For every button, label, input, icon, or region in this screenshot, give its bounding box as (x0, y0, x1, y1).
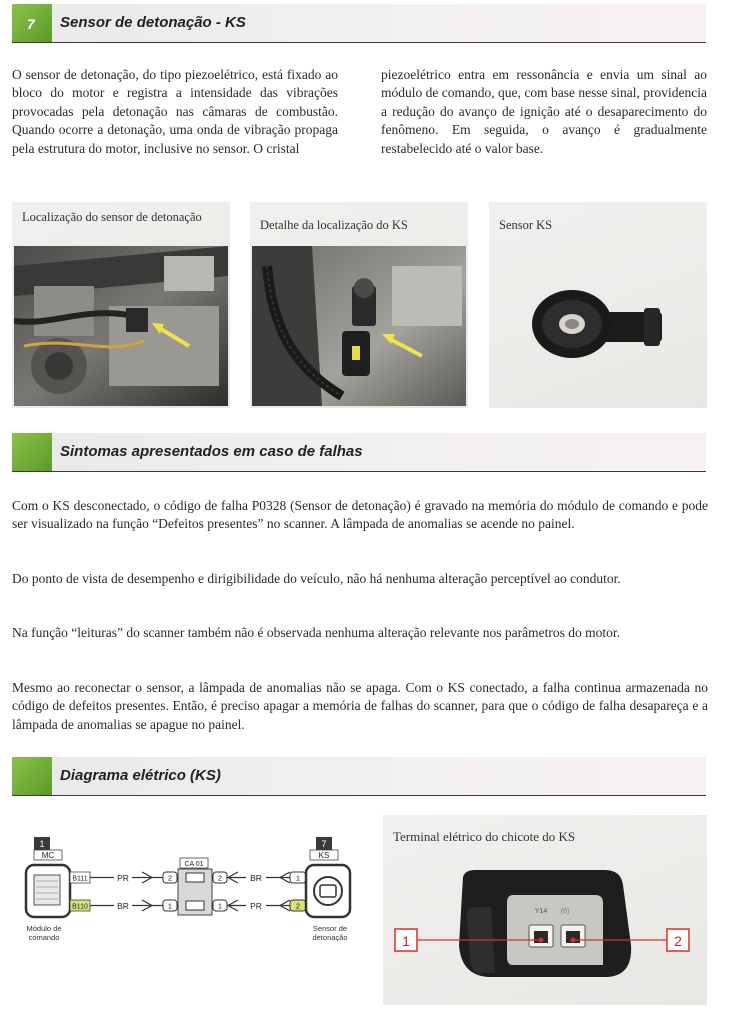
photo-caption: Localização do sensor de detonação (22, 210, 202, 224)
ca-pin-right: 2 (217, 873, 223, 883)
ca-pin-left: 1 (167, 901, 173, 911)
section-number: 7 (27, 16, 35, 32)
section-header-ks (12, 4, 706, 43)
section-title: Sintomas apresentados em caso de falhas (60, 443, 363, 460)
ks-pin: 1 (295, 873, 301, 883)
photo-caption: Sensor KS (499, 218, 553, 232)
ca-code: CA 01 (184, 861, 204, 868)
photo-card-detail (250, 202, 468, 408)
paragraph: Do ponto de vista de desempenho e dirigibilidade do veículo, não há nenhuma alteração perceptível ao condutor. (12, 571, 621, 586)
mold-mark: (6) (560, 908, 570, 915)
photo-caption: Detalhe da localização do KS (260, 218, 408, 232)
terminal-marker-2: 2 (674, 933, 682, 949)
mc-label-line1: Módulo de (26, 924, 62, 933)
terminal-caption: Terminal elétrico do chicote do KS (393, 829, 576, 844)
section-marker (12, 433, 52, 471)
electrical-diagram (20, 835, 365, 950)
mc-pin-2: B110 (72, 903, 88, 911)
section-title: Sensor de detonação - KS (60, 14, 246, 31)
wire-label: BR (250, 873, 262, 883)
engine-location-photo (14, 246, 228, 406)
section-marker (12, 757, 52, 795)
mc-number: 1 (39, 839, 45, 849)
ks-code: KS (318, 851, 330, 860)
wire-label: PR (250, 901, 262, 911)
paragraph: Com o KS desconectado, o código de falha P0328 (Sensor de detonação) é gravado na memória do módulo de comando e pode ser visualizado na função “Defeitos presentes” no scanner. A lâmpada de anomalias se acende no painel. (12, 498, 708, 532)
ca-pin-right: 1 (217, 901, 223, 911)
terminal-illustration (383, 815, 707, 1005)
mold-mark: Y14 (534, 908, 548, 915)
ks-detail-photo (252, 246, 466, 406)
photo-card-sensor (489, 202, 707, 408)
intro-right-column: piezoelétrico entra em ressonância e envia um sinal ao módulo de comando, que, com base nesse sinal, providencia a redução do avanço de ignição até o desaparecimento do fenômeno. Em seguida, o avanço é gradualmente restabelecido até o valor base. (381, 67, 707, 156)
photo-card-location (12, 202, 230, 408)
paragraph: Na função “leituras” do scanner também não é observada nenhuma alteração relevante nos parâmetros do motor. (12, 625, 620, 640)
ks-label-line2: detonação (312, 933, 348, 942)
mc-label-line2: comando (28, 933, 60, 942)
ks-number: 7 (321, 839, 327, 849)
section-header-diagram (12, 757, 706, 796)
wire-label: BR (117, 901, 129, 911)
terminal-marker-1: 1 (402, 933, 410, 949)
paragraph: Mesmo ao reconectar o sensor, a lâmpada de anomalias não se apaga. Com o KS conectado, a falha continua armazenada no código de defeitos presentes. Então, é preciso apagar a memória de falhas do scanner, para que o código de falha desapareça e a lâmpada de anomalias se apague no painel. (12, 680, 708, 732)
terminal-card (383, 815, 707, 1005)
section-title: Diagrama elétrico (KS) (60, 767, 221, 784)
section-header-symptoms (12, 433, 706, 472)
ks-pin: 2 (295, 901, 301, 911)
mc-pin-1: B111 (72, 875, 88, 883)
mc-code: MC (41, 851, 55, 860)
wire-label: PR (117, 873, 129, 883)
ks-label-line1: Sensor de (312, 924, 348, 933)
intro-left-column: O sensor de detonação, do tipo piezoelétrico, está fixado ao bloco do motor e registra a intensidade das vibrações provocadas pela detonação nas câmaras de combustão. Quando ocorre a detonação, uma onda de vibração propaga pela estrutura do motor, inclusive no sensor. O cristal (12, 67, 338, 156)
ca-pin-left: 2 (167, 873, 173, 883)
ks-sensor-photo (524, 282, 674, 372)
